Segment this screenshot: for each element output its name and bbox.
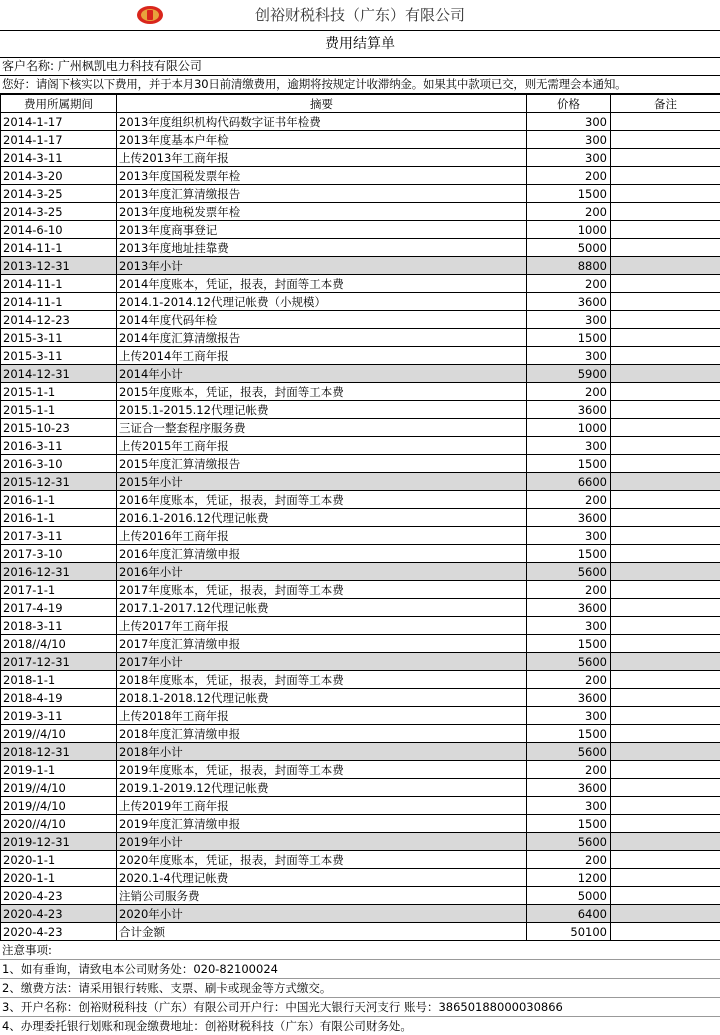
period-cell: 2014-6-10 (1, 221, 117, 239)
fee-rows (1, 113, 720, 941)
description-cell: 2015年度汇算清缴报告 (117, 455, 527, 473)
remarks-cell (611, 293, 720, 311)
period-cell: 2014-12-31 (1, 365, 117, 383)
remarks-cell (611, 635, 720, 653)
table-row (1, 455, 720, 473)
description-cell: 2016.1-2016.12代理记帐费 (117, 509, 527, 527)
remarks-cell (611, 509, 720, 527)
period-cell: 2017-4-19 (1, 599, 117, 617)
price-cell: 200 (527, 581, 611, 599)
client-info (0, 58, 720, 76)
table-row (1, 311, 720, 329)
price-cell: 5600 (527, 563, 611, 581)
table-row (1, 527, 720, 545)
remarks-cell (611, 329, 720, 347)
price-cell: 200 (527, 851, 611, 869)
table-row (1, 869, 720, 887)
table-row (1, 167, 720, 185)
price-cell: 5600 (527, 743, 611, 761)
table-row (1, 725, 720, 743)
table-row (1, 887, 720, 905)
price-cell: 6600 (527, 473, 611, 491)
price-cell: 300 (527, 707, 611, 725)
remarks-cell (611, 653, 720, 671)
period-cell: 2020-4-23 (1, 923, 117, 941)
table-row (1, 617, 720, 635)
remarks-cell (611, 113, 720, 131)
description-cell: 上传2013年工商年报 (117, 149, 527, 167)
price-cell: 3600 (527, 779, 611, 797)
period-cell: 2020-4-23 (1, 905, 117, 923)
price-cell: 200 (527, 491, 611, 509)
remarks-cell (611, 275, 720, 293)
remarks-cell (611, 707, 720, 725)
price-cell: 5000 (527, 887, 611, 905)
period-cell: 2017-12-31 (1, 653, 117, 671)
description-cell: 2013年度基本户年检 (117, 131, 527, 149)
table-row (1, 581, 720, 599)
price-cell: 300 (527, 347, 611, 365)
remarks-cell (611, 131, 720, 149)
remarks-cell (611, 581, 720, 599)
fee-table (0, 94, 720, 941)
period-cell: 2016-3-11 (1, 437, 117, 455)
description-cell: 合计金额 (117, 923, 527, 941)
price-cell: 300 (527, 527, 611, 545)
table-row (1, 383, 720, 401)
period-cell: 2019-12-31 (1, 833, 117, 851)
remarks-cell (611, 743, 720, 761)
price-cell: 5900 (527, 365, 611, 383)
remarks-cell (611, 239, 720, 257)
remarks-cell (611, 725, 720, 743)
remarks-cell (611, 887, 720, 905)
remarks-cell (611, 221, 720, 239)
price-cell: 200 (527, 671, 611, 689)
table-row (1, 851, 720, 869)
price-cell: 1000 (527, 221, 611, 239)
remarks-cell (611, 401, 720, 419)
description-cell: 2013年度商事登记 (117, 221, 527, 239)
description-cell: 2013年小计 (117, 257, 527, 275)
period-cell: 2015-1-1 (1, 383, 117, 401)
price-cell: 1500 (527, 455, 611, 473)
description-cell: 2014年度账本，凭证，报表，封面等工本费 (117, 275, 527, 293)
table-row (1, 671, 720, 689)
price-cell: 200 (527, 383, 611, 401)
period-cell: 2015-3-11 (1, 347, 117, 365)
note-item: 3、开户名称：创裕财税科技（广东）有限公司开户行：中国光大银行天河支行 账号：38650188000030866 (0, 998, 720, 1017)
period-cell: 2020//4/10 (1, 815, 117, 833)
subtotal-row (1, 833, 720, 851)
table-row (1, 689, 720, 707)
description-cell: 2013年度汇算清缴报告 (117, 185, 527, 203)
remarks-cell (611, 365, 720, 383)
subtotal-row (1, 473, 720, 491)
period-cell: 2015-10-23 (1, 419, 117, 437)
price-cell: 300 (527, 797, 611, 815)
table-row (1, 221, 720, 239)
description-cell: 上传2018年工商年报 (117, 707, 527, 725)
remarks-cell (611, 473, 720, 491)
period-cell: 2019-1-1 (1, 761, 117, 779)
period-cell: 2014-3-25 (1, 185, 117, 203)
period-cell: 2014-11-1 (1, 293, 117, 311)
remarks-cell (611, 257, 720, 275)
table-row (1, 437, 720, 455)
remarks-cell (611, 851, 720, 869)
remarks-cell (611, 491, 720, 509)
notes-section (0, 941, 720, 1035)
price-cell: 1000 (527, 419, 611, 437)
description-cell: 2013年度地址挂靠费 (117, 239, 527, 257)
remarks-cell (611, 527, 720, 545)
table-row (1, 185, 720, 203)
description-cell: 上传2015年工商年报 (117, 437, 527, 455)
price-cell: 200 (527, 203, 611, 221)
description-cell: 2015年度账本，凭证，报表，封面等工本费 (117, 383, 527, 401)
remarks-cell (611, 815, 720, 833)
price-cell: 300 (527, 131, 611, 149)
table-row (1, 797, 720, 815)
period-cell: 2018-12-31 (1, 743, 117, 761)
description-cell: 2017年小计 (117, 653, 527, 671)
price-cell: 1500 (527, 725, 611, 743)
price-cell: 200 (527, 167, 611, 185)
description-cell: 三证合一整套程序服务费 (117, 419, 527, 437)
description-cell: 2020.1-4代理记帐费 (117, 869, 527, 887)
company-name: 创裕财税科技（广东）有限公司 (0, 0, 720, 30)
description-cell: 2016年度汇算清缴申报 (117, 545, 527, 563)
price-cell: 5600 (527, 833, 611, 851)
table-row (1, 239, 720, 257)
period-cell: 2017-3-11 (1, 527, 117, 545)
price-cell: 1500 (527, 545, 611, 563)
description-cell: 2018.1-2018.12代理记帐费 (117, 689, 527, 707)
table-row (1, 131, 720, 149)
period-cell: 2016-12-31 (1, 563, 117, 581)
subtotal-row (1, 905, 720, 923)
description-cell: 2018年小计 (117, 743, 527, 761)
price-cell: 3600 (527, 689, 611, 707)
description-cell: 2014年度汇算清缴报告 (117, 329, 527, 347)
price-cell: 6400 (527, 905, 611, 923)
price-cell: 300 (527, 113, 611, 131)
description-cell: 2016年度账本，凭证，报表，封面等工本费 (117, 491, 527, 509)
description-cell: 上传2017年工商年报 (117, 617, 527, 635)
period-cell: 2018-1-1 (1, 671, 117, 689)
remarks-cell (611, 563, 720, 581)
description-cell: 2020年小计 (117, 905, 527, 923)
price-cell: 200 (527, 761, 611, 779)
description-cell: 2015.1-2015.12代理记帐费 (117, 401, 527, 419)
remarks-cell (611, 455, 720, 473)
remarks-cell (611, 437, 720, 455)
period-cell: 2019//4/10 (1, 797, 117, 815)
company-header (0, 0, 720, 31)
period-cell: 2019-3-11 (1, 707, 117, 725)
client-name: 广州枫凯电力科技有限公司 (58, 59, 202, 73)
description-cell: 2014.1-2014.12代理记帐费（小规模） (117, 293, 527, 311)
description-cell: 2020年度账本，凭证，报表，封面等工本费 (117, 851, 527, 869)
table-row (1, 329, 720, 347)
table-row (1, 149, 720, 167)
description-cell: 2018年度账本，凭证，报表，封面等工本费 (117, 671, 527, 689)
notes-heading: 注意事项: (0, 941, 720, 960)
period-cell: 2014-12-23 (1, 311, 117, 329)
period-cell: 2014-3-20 (1, 167, 117, 185)
remarks-cell (611, 797, 720, 815)
period-cell: 2019//4/10 (1, 779, 117, 797)
column-header-remarks: 备注 (611, 95, 720, 113)
period-cell: 2013-12-31 (1, 257, 117, 275)
remarks-cell (611, 761, 720, 779)
period-cell: 2019//4/10 (1, 725, 117, 743)
description-cell: 2014年小计 (117, 365, 527, 383)
table-row (1, 203, 720, 221)
remarks-cell (611, 671, 720, 689)
note-item: 4、办理委托银行划账和现金缴费地址：创裕财税科技（广东）有限公司财务处。 (0, 1017, 720, 1035)
column-header-price: 价格 (527, 95, 611, 113)
remarks-cell (611, 923, 720, 941)
column-header-description: 摘要 (117, 95, 527, 113)
table-row (1, 779, 720, 797)
remarks-cell (611, 203, 720, 221)
period-cell: 2014-11-1 (1, 275, 117, 293)
price-cell: 1500 (527, 815, 611, 833)
description-cell: 2019.1-2019.12代理记帐费 (117, 779, 527, 797)
description-cell: 2015年小计 (117, 473, 527, 491)
period-cell: 2018-3-11 (1, 617, 117, 635)
remarks-cell (611, 311, 720, 329)
period-cell: 2020-1-1 (1, 869, 117, 887)
price-cell: 1200 (527, 869, 611, 887)
description-cell: 2013年度组织机构代码数字证书年检费 (117, 113, 527, 131)
period-cell: 2016-3-10 (1, 455, 117, 473)
remarks-cell (611, 185, 720, 203)
description-cell: 2019年小计 (117, 833, 527, 851)
remarks-cell (611, 617, 720, 635)
price-cell: 3600 (527, 401, 611, 419)
description-cell: 上传2019年工商年报 (117, 797, 527, 815)
remarks-cell (611, 167, 720, 185)
table-row (1, 293, 720, 311)
subtotal-row (1, 365, 720, 383)
table-row (1, 707, 720, 725)
remarks-cell (611, 905, 720, 923)
table-row (1, 923, 720, 941)
document-title: 费用结算单 (0, 31, 720, 58)
description-cell: 2018年度汇算清缴申报 (117, 725, 527, 743)
period-cell: 2014-3-11 (1, 149, 117, 167)
table-row (1, 815, 720, 833)
period-cell: 2015-3-11 (1, 329, 117, 347)
price-cell: 1500 (527, 329, 611, 347)
subtotal-row (1, 563, 720, 581)
table-row (1, 545, 720, 563)
description-cell: 2019年度账本，凭证，报表，封面等工本费 (117, 761, 527, 779)
period-cell: 2014-11-1 (1, 239, 117, 257)
description-cell: 2019年度汇算清缴申报 (117, 815, 527, 833)
price-cell: 5000 (527, 239, 611, 257)
table-row (1, 113, 720, 131)
price-cell: 3600 (527, 509, 611, 527)
client-label: 客户名称: (2, 59, 54, 73)
remarks-cell (611, 869, 720, 887)
table-row (1, 419, 720, 437)
table-row (1, 491, 720, 509)
remarks-cell (611, 833, 720, 851)
subtotal-row (1, 743, 720, 761)
table-row (1, 635, 720, 653)
table-row (1, 275, 720, 293)
period-cell: 2015-1-1 (1, 401, 117, 419)
price-cell: 3600 (527, 599, 611, 617)
price-cell: 8800 (527, 257, 611, 275)
description-cell: 2013年度国税发票年检 (117, 167, 527, 185)
period-cell: 2020-1-1 (1, 851, 117, 869)
note-item: 1、如有垂询，请致电本公司财务处：020-82100024 (0, 960, 720, 979)
table-row (1, 347, 720, 365)
price-cell: 1500 (527, 635, 611, 653)
description-cell: 上传2014年工商年报 (117, 347, 527, 365)
price-cell: 300 (527, 149, 611, 167)
description-cell: 2017年度汇算清缴申报 (117, 635, 527, 653)
period-cell: 2017-1-1 (1, 581, 117, 599)
remarks-cell (611, 545, 720, 563)
column-header-period: 费用所属期间 (1, 95, 117, 113)
remarks-cell (611, 347, 720, 365)
price-cell: 300 (527, 311, 611, 329)
description-cell: 上传2016年工商年报 (117, 527, 527, 545)
remarks-cell (611, 419, 720, 437)
period-cell: 2020-4-23 (1, 887, 117, 905)
remarks-cell (611, 689, 720, 707)
price-cell: 5600 (527, 653, 611, 671)
period-cell: 2014-1-17 (1, 113, 117, 131)
description-cell: 2017年度账本，凭证，报表，封面等工本费 (117, 581, 527, 599)
period-cell: 2017-3-10 (1, 545, 117, 563)
price-cell: 200 (527, 275, 611, 293)
price-cell: 1500 (527, 185, 611, 203)
price-cell: 50100 (527, 923, 611, 941)
table-row (1, 509, 720, 527)
price-cell: 300 (527, 617, 611, 635)
price-cell: 3600 (527, 293, 611, 311)
remarks-cell (611, 599, 720, 617)
period-cell: 2014-1-17 (1, 131, 117, 149)
subtotal-row (1, 653, 720, 671)
description-cell: 2016年小计 (117, 563, 527, 581)
description-cell: 2017.1-2017.12代理记帐费 (117, 599, 527, 617)
description-cell: 2014年度代码年检 (117, 311, 527, 329)
remarks-cell (611, 383, 720, 401)
subtotal-row (1, 257, 720, 275)
period-cell: 2018-4-19 (1, 689, 117, 707)
note-item: 2、缴费方法：请采用银行转账、支票、刷卡或现金等方式缴交。 (0, 979, 720, 998)
period-cell: 2015-12-31 (1, 473, 117, 491)
table-row (1, 761, 720, 779)
table-row (1, 599, 720, 617)
period-cell: 2018//4/10 (1, 635, 117, 653)
price-cell: 300 (527, 437, 611, 455)
description-cell: 2013年度地税发票年检 (117, 203, 527, 221)
period-cell: 2016-1-1 (1, 509, 117, 527)
table-row (1, 401, 720, 419)
payment-notice: 您好：请阁下核实以下费用，并于本月30日前清缴费用，逾期将按规定计收滞纳金。如果其中款项已交，则无需理会本通知。 (0, 76, 720, 94)
remarks-cell (611, 149, 720, 167)
description-cell: 注销公司服务费 (117, 887, 527, 905)
table-header-row (1, 95, 720, 113)
period-cell: 2014-3-25 (1, 203, 117, 221)
remarks-cell (611, 779, 720, 797)
period-cell: 2016-1-1 (1, 491, 117, 509)
